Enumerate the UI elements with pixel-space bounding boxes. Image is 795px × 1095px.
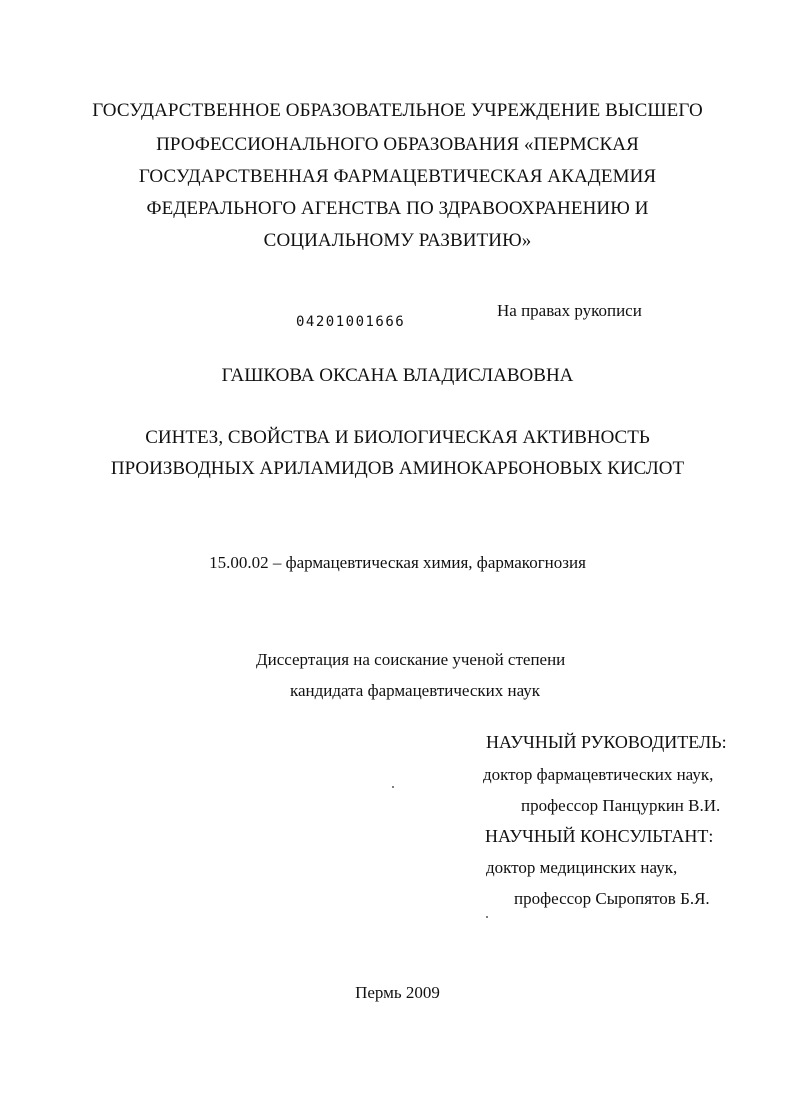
scan-speck — [392, 786, 394, 788]
supervisor-degree: доктор фармацевтических наук, — [483, 765, 714, 784]
degree-line-2: кандидата фармацевтических наук — [290, 681, 541, 700]
institution-line-1: ГОСУДАРСТВЕННОЕ ОБРАЗОВАТЕЛЬНОЕ УЧРЕЖДЕНИЕ ВЫСШЕГО — [92, 100, 703, 121]
author-name: ГАШКОВА ОКСАНА ВЛАДИСЛАВОВНА — [221, 365, 574, 386]
manuscript-rights: На правах рукописи — [497, 301, 642, 320]
registration-number: 04201001666 — [296, 314, 406, 330]
dissertation-title-line-1: СИНТЕЗ, СВОЙСТВА И БИОЛОГИЧЕСКАЯ АКТИВНОСТЬ — [145, 427, 650, 448]
consultant-degree: доктор медицинских наук, — [486, 858, 678, 877]
place-year: Пермь 2009 — [355, 983, 440, 1002]
consultant-heading: НАУЧНЫЙ КОНСУЛЬТАНТ: — [485, 826, 714, 846]
institution-line-4: ФЕДЕРАЛЬНОГО АГЕНСТВА ПО ЗДРАВООХРАНЕНИЮ И — [146, 198, 649, 219]
degree-line-1: Диссертация на соискание ученой степени — [256, 650, 566, 669]
institution-line-3: ГОСУДАРСТВЕННАЯ ФАРМАЦЕВТИЧЕСКАЯ АКАДЕМИЯ — [138, 166, 657, 187]
specialty: 15.00.02 – фармацевтическая химия, фармакогнозия — [209, 553, 586, 572]
supervisor-heading: НАУЧНЫЙ РУКОВОДИТЕЛЬ: — [486, 732, 727, 752]
scan-speck — [486, 916, 488, 918]
dissertation-title-line-2: ПРОИЗВОДНЫХ АРИЛАМИДОВ АМИНОКАРБОНОВЫХ КИСЛОТ — [110, 458, 685, 479]
institution-line-5: СОЦИАЛЬНОМУ РАЗВИТИЮ» — [263, 230, 532, 251]
supervisor-name: профессор Панцуркин В.И. — [521, 796, 721, 815]
consultant-name: профессор Сыропятов Б.Я. — [514, 889, 710, 908]
institution-line-2: ПРОФЕССИОНАЛЬНОГО ОБРАЗОВАНИЯ «ПЕРМСКАЯ — [156, 134, 639, 155]
